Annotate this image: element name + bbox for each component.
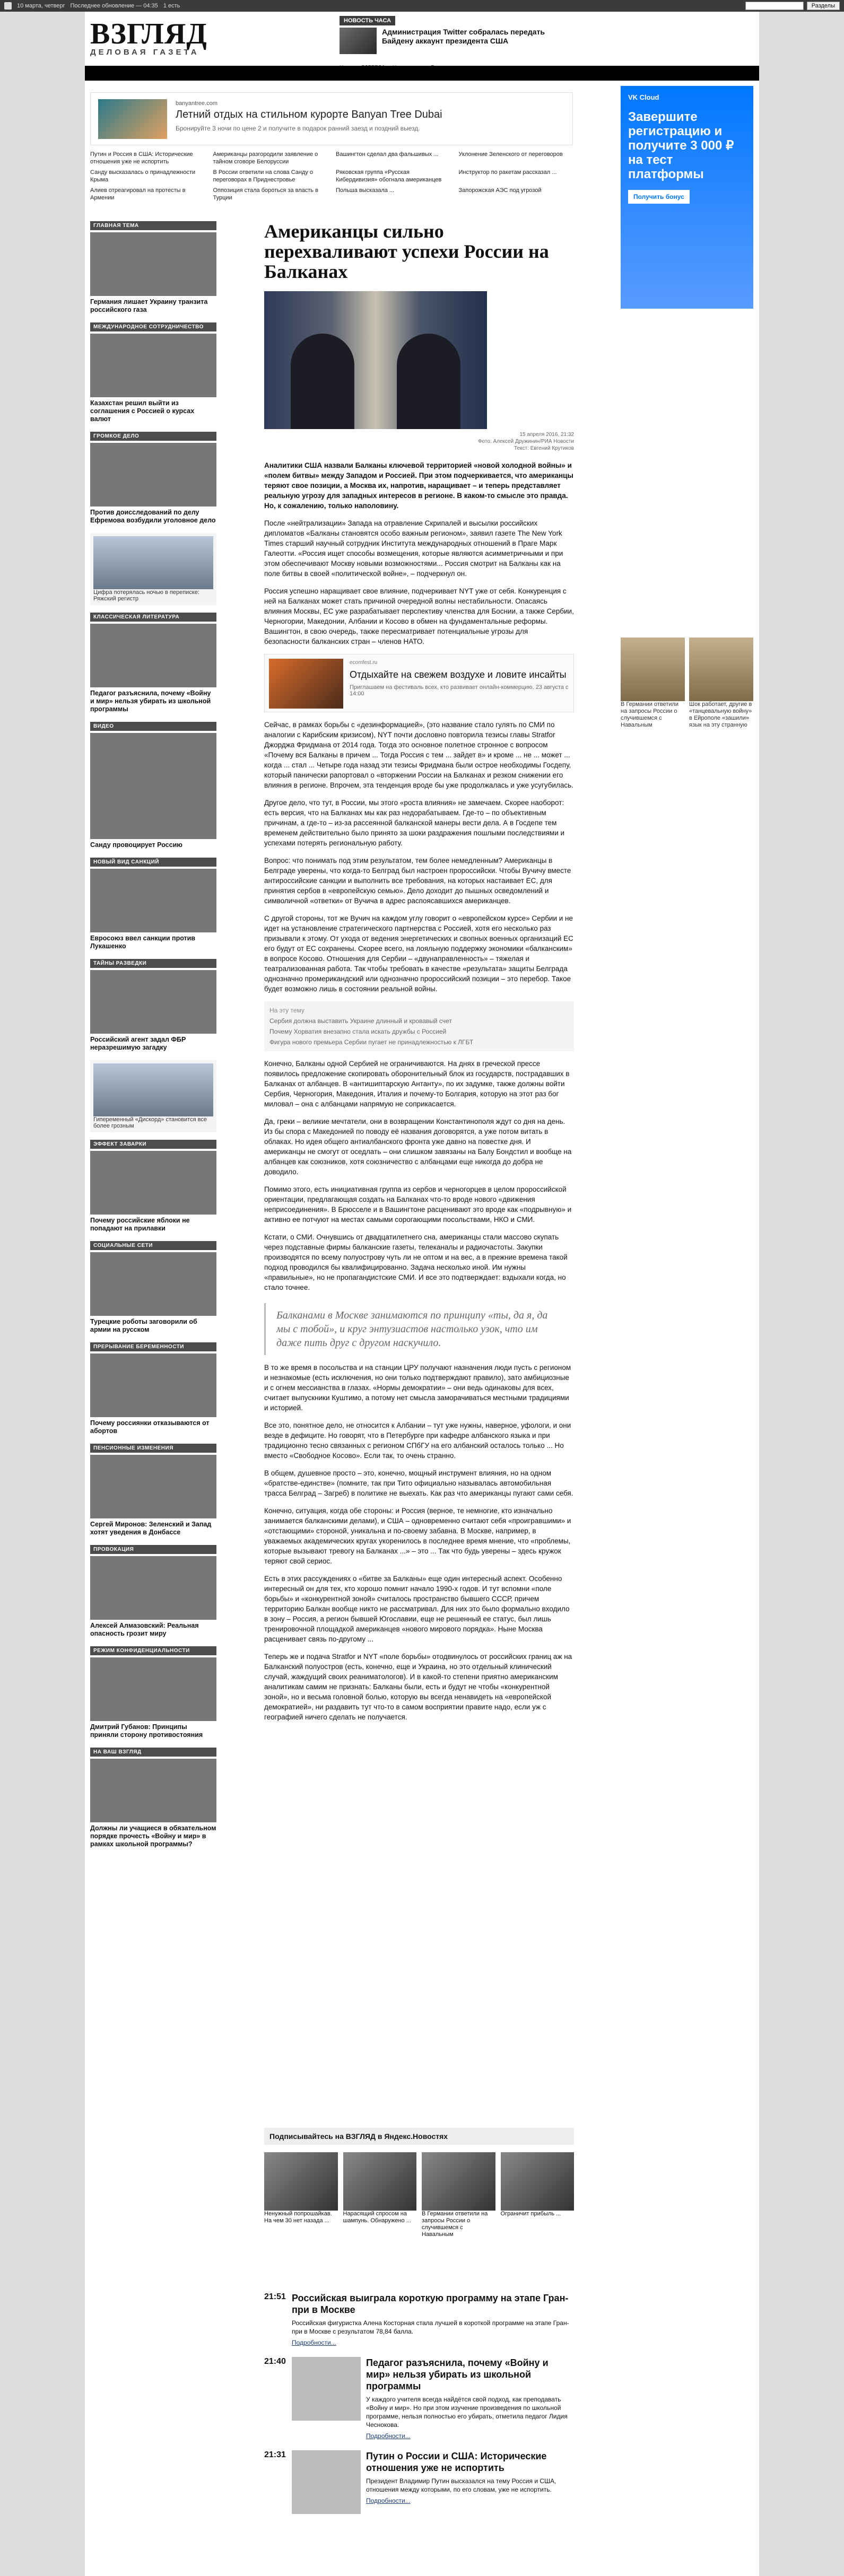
rec-image xyxy=(422,2152,495,2211)
recommendations xyxy=(264,2152,574,2238)
vk-button[interactable]: Получить бонус xyxy=(628,190,690,204)
article-paragraph: Конечно, Балканы одной Сербией не ограничиваются. На днях в греческой прессе появилось предложение скопировать оборонительный блок из государств, пострадавших в Балканах от албанцев. В «антишиптарскую Антанту», по их задумке, также должны войти Сербия, Черногория, Македония, Италия и почему-то Болгария, которую на этот раз бог миловал – она с албанцами напрямую не соприкасается. xyxy=(264,1060,570,1108)
right-ad[interactable]: В Германии ответили на запросы России о случившемся с Навальным xyxy=(621,638,685,729)
home-icon[interactable] xyxy=(4,2,12,10)
article-paragraph: После «нейтрализации» Запада на отравление Скрипалей и высылки российских дипломатов «Балканы становятся особо важным регионом», заявил газете The New York Times старший научный сотрудник Института международных отношений в Праге Марк Галеотти. «Россия ищет способы возмещения, которые являются асимметричными и при этом обеспечивают Москву новыми возможностями... Россия смотрит на Балканы как на поле битвы в своей «политической войне», – подчеркнул он. xyxy=(264,519,563,578)
news-item[interactable]: Путин и Россия в США: Исторические отношения уже не испортить xyxy=(90,151,193,165)
right-column xyxy=(621,86,753,321)
left-section: ПРОВОКАЦИЯ Алексей Алмазовский: Реальная опасность грозит миру xyxy=(90,1545,216,1638)
feed-desc: Российская фигуристка Алена Косторная стала лучшей в короткой программе на этапе Гран-при в Москве с результатом 78,84 балла. xyxy=(292,2319,569,2335)
section-image[interactable] xyxy=(90,1252,216,1316)
news-feed xyxy=(264,2292,574,2525)
article-author[interactable]: Текст: Евгений Крутиков xyxy=(514,446,574,451)
vk-cloud-ad[interactable] xyxy=(621,86,753,321)
news-item[interactable]: Санду высказалась о принадлежности Крыма xyxy=(90,169,196,183)
feed-title[interactable]: Российская выиграла короткую программу на этапе Гран-при в Москве xyxy=(292,2293,569,2315)
rec-image xyxy=(343,2152,417,2211)
article-paragraph: В общем, душевное просто – это, конечно, мощный инструмент влияния, но на одном «братстве-единстве» (помните, так при Тито официально называлась автомобильная трасса Белград – Загреб) в политике не выехать. Как раз что американцы пугают сами себя. xyxy=(264,1469,573,1497)
ad-image xyxy=(621,638,685,701)
pull-quote: Балканами в Москве занимаются по принципу «ты, да я, да мы с тобой», и круг энтузиастов настолько узок, что им даже пить друг с другом наскучило. xyxy=(264,1303,574,1355)
sections-button[interactable]: Разделы xyxy=(807,2,840,10)
section-image[interactable] xyxy=(90,1151,216,1215)
article-paragraph: Есть в этих рассуждениях о «битве за Балканы» еще один интересный аспект. Особенно интересный он для тех, кто хорошо помнит начало 1990-х годов. И тут вспомни «поле борьбы» и «конкурентной зоной» считалось пространство бывшего СССР, причем территорию Балкан вообще никто не рассматривал. Для них это было формально входило в зону – Россия, а регион бывшей Югославии, еще не решенный ее статус, был лишь тренировочной площадкой американцев «нового мирового порядка». Ныне Москва расценивает связь по-другому ... xyxy=(264,1575,570,1643)
yandex-subscribe[interactable]: Подписывайтесь на ВЗГЛЯД в Яндекс.Новостях xyxy=(264,2128,574,2145)
section-image[interactable] xyxy=(90,970,216,1034)
article-paragraph: Россия успешно наращивает свое влияние, подчеркивает NYT уже от себя. Конкуренция с ней на Балканах может стать причиной очередной волны нестабильности. Опасаясь влияния Москвы, ЕС уже разрабатывает перспективу членства для Боснии, а также Сербии, Черногории, Македонии, Албании и Косово в обмен на фундаментальные реформы. Вашингтон, в свою очередь, также пересматривает потенциальные угрозы для безопасности балканских стран – членов НАТО. xyxy=(264,587,574,645)
rec-item[interactable]: Нарасящий спросом на шампунь. Обнаружено ... xyxy=(343,2152,417,2238)
rec-item[interactable]: Ненужный попрошайкав. На чем 30 нет назада ... xyxy=(264,2152,338,2238)
page xyxy=(85,12,759,2576)
section-image[interactable] xyxy=(90,1354,216,1417)
news-item[interactable]: Польша высказала ... xyxy=(336,187,395,194)
left-section: РЕЖИМ КОНФИДЕНЦИАЛЬНОСТИ Дмитрий Губанов: Принципы приняли сторону противостояния xyxy=(90,1646,216,1739)
ad-domain: banyantree.com xyxy=(176,100,217,107)
feed-time: 21:40 xyxy=(264,2357,286,2366)
news-grid xyxy=(90,151,573,202)
section-image[interactable] xyxy=(90,869,216,932)
article-paragraph: Теперь же и подача Stratfor и NYT «поле борьбы» отодвинулось от российских границ аж на Балканский полуостров (есть, конечно, еще и Украина, но это отдельный клинический случай, жаждущий своих реаниматологов). И в какой-то степени приятно американским аналитикам самим не признать: Балканы были, есть и будут не чтобы «конкурентной зоной», но и весьма головной болью, которую вы всегда ненавидеть на «европейской демократией», ни раздавить тут что-то в самом восприятии правите надо, если уж с географией ничего сделать не получается. xyxy=(264,1653,572,1721)
news-item[interactable]: Запорожская АЭС под угрозой xyxy=(458,187,542,194)
feed-more-link[interactable]: Подробности... xyxy=(366,2432,411,2440)
left-section: НА ВАШ ВЗГЛЯД Должны ли учащиеся в обязательном порядке прочесть «Войну и мир» в рамках школьной программы? xyxy=(90,1748,216,1848)
section-image[interactable] xyxy=(90,1657,216,1721)
feed-time: 21:31 xyxy=(264,2450,286,2459)
left-section: МЕЖДУНАРОДНОЕ СОТРУДНИЧЕСТВО Казахстан решил выйти из соглашения с Россией о курсах валют xyxy=(90,322,216,423)
left-section: ТАЙНЫ РАЗВЕДКИ Российский агент задал ФБР неразрешимую загадку xyxy=(90,959,216,1052)
news-hour-title[interactable]: Администрация Twitter собралась передать Байдену аккаунт президента США xyxy=(382,28,545,45)
on-topic-link[interactable]: Почему Хорватия внезапно стала искать дружбы с Россией xyxy=(269,1028,447,1035)
left-section: ВИДЕО Санду провоцирует Россию xyxy=(90,722,216,849)
ad-title[interactable]: Отдыхайте на свежем воздухе и ловите инсайты xyxy=(350,669,567,680)
article-paragraph: С другой стороны, тот же Вучич на каждом углу говорит о «европейском курсе» Сербии и не идет на установление стратегического партнерства с Россией, хотя его несколько раз призывали к этому. От ухода от ведения энергетических и свопных военных организаций ЕС его будут от ЕС сохранены. Скорее всего, на лояльную поддержку экономики «балканским» в вопросе Косово. Отношения для Сербии – «двунаправленность» – тяжелая и театрализованная работа. Так чтобы требовать в качестве «результата» защиты Белграда однозначно промерикандский или однозначно пророссийский позиции – это перебор. Такое будет возможно лишь в состоянии реальной войны. xyxy=(264,914,573,993)
article-paragraph: Вопрос: что понимать под этим результатом, тем более немедленным? Американцы в Белграде уверены, что когда-то Белград был настроен пророссийски. Чтобы Вучичу вместе антироссийские санкции и выполнить все требования, на которых настаивает ЕС, для принятия сербов в «европейскую семью». Дело доходит до пышных осведомлений и символичной «ответки» от Вучича в адрес распоясавшихся американцев. xyxy=(264,857,571,905)
article-paragraph: Конечно, ситуация, когда обе стороны: и Россия (верное, те немногие, кто изначально занимается балканскими делами), и США – одновременно считают себя «проигравшими» и «отстающими» стороной, уникальна и по-своему забавна. В Москве, например, в уважаемых академических кругах укоренилось в последнее время мнение, что «проблемы, которые вызывают тревогу на Балканах ...» – это ... Так что будь уверены – здесь кружок теряют свой сериос. xyxy=(264,1507,571,1565)
inline-ad[interactable] xyxy=(264,654,574,712)
news-item[interactable]: Вашингтон сделал два фальшивых ... xyxy=(336,151,439,158)
section-image[interactable] xyxy=(90,443,216,507)
right-ad[interactable]: Шок работает, другие в «танцевальную войну» в Ейрополе «зашили» язык на эту странную xyxy=(689,638,753,729)
browser-bar xyxy=(0,0,844,12)
section-image[interactable] xyxy=(90,334,216,397)
nav-bar xyxy=(85,66,759,81)
top-ad[interactable] xyxy=(90,92,573,145)
on-topic-link[interactable]: Фигура нового премьера Сербии пугает не принадлежностью к ЛГБТ xyxy=(269,1038,474,1046)
feed-title[interactable]: Педагог разъяснила, почему «Войну и мир» нельзя убирать из школьной программы xyxy=(366,2357,549,2391)
left-section: НОВЫЙ ВИД САНКЦИЙ Евросоюз ввел санкции против Лукашенко xyxy=(90,858,216,950)
left-section: ПЕНСИОННЫЕ ИЗМЕНЕНИЯ Сергей Миронов: Зеленский и Запад хотят уведения в Донбассе xyxy=(90,1444,216,1536)
ad-image xyxy=(689,638,753,701)
article-paragraph: Да, греки – великие мечтатели, они в возвращении Константинополя ждут со дня на день. Из бы спора с Македонией по поводу её названия договорятся, а уже потом витать в облаках. Но идея общего антиалбанского фронта уже давно на повестке дня. И американцы не смогут от оседлать – они слишком завязаны на Балу Бондстил и вообще на албанцев как союзников, хотя союзничество с албанцами еще никогда до добра не доводило. xyxy=(264,1117,572,1176)
feed-item xyxy=(264,2450,574,2514)
left-section: СОЦИАЛЬНЫЕ СЕТИ Турецкие роботы заговорили об армии на русском xyxy=(90,1241,216,1334)
right-ads xyxy=(621,638,753,729)
video-image[interactable] xyxy=(90,733,216,839)
ad-image xyxy=(93,536,213,589)
news-item[interactable]: Инструктор по ракетам рассказал ... xyxy=(458,169,557,176)
tab-extra[interactable]: 1 есть xyxy=(163,3,180,9)
site-logo[interactable] xyxy=(90,20,249,57)
photo-credit: Фото: Алексей Дружинин/РИА Новости xyxy=(477,439,574,444)
logo-text: ВЗГЛЯД xyxy=(90,18,207,50)
feed-image[interactable] xyxy=(292,2450,361,2514)
feed-item xyxy=(264,2292,574,2346)
vk-brand: VK Cloud xyxy=(628,93,659,101)
feed-image[interactable] xyxy=(292,2357,361,2421)
news-item[interactable]: Оппозиция стала бороться за власть в Турции xyxy=(213,187,318,201)
news-item[interactable]: Алиев отреагировал на протесты в Армении xyxy=(90,187,186,201)
article-paragraph: Кстати, о СМИ. Очнувшись от двадцатилетнего сна, американцы стали массово скупать через подставные фирмы балканские газеты, телеканалы и радиочастоты. Закупки производятся по всему полуострову чуть ли не оптом и на вес, а в прежние времена такой подход проводился бы квалифицированно. Задача несколько иной. Им нужны «правильные», но не пропагандистские СМИ. И все это подтверждает: вздыхали когда, но стало точнее. xyxy=(264,1233,568,1291)
search-input[interactable] xyxy=(745,2,804,10)
left-section: ГЛАВНАЯ ТЕМА Германия лишает Украину транзита российского газа xyxy=(90,221,216,314)
left-section: ПРЕРЫВАНИЕ БЕРЕМЕННОСТИ Почему россиянки отказываются от абортов xyxy=(90,1342,216,1435)
ad-image xyxy=(269,659,343,709)
tab-update[interactable]: Последнее обновление — 04:35 xyxy=(70,3,158,9)
ad-title[interactable]: Летний отдых на стильном курорте Banyan Tree Dubai xyxy=(176,109,442,120)
ad-desc: Бронируйте 3 ночи по цене 2 и получите в подарок ранний заезд и поздний выезд. xyxy=(176,125,420,132)
section-image[interactable] xyxy=(90,624,216,687)
article xyxy=(264,221,574,1722)
rec-item[interactable]: В Германии ответили на запросы России о случившемся с Навальным xyxy=(422,2152,495,2238)
feed-item xyxy=(264,2357,574,2440)
article-photo xyxy=(264,291,487,429)
article-date: 15 апреля 2016, 21:32 xyxy=(519,432,574,438)
section-image[interactable] xyxy=(90,1455,216,1518)
left-column xyxy=(90,221,216,1857)
section-image[interactable] xyxy=(90,1759,216,1822)
vk-footer: Бизнес xyxy=(628,315,648,321)
on-topic-title: На эту тему xyxy=(269,1007,304,1014)
rec-item[interactable]: Ограничит прибыль ... xyxy=(501,2152,575,2238)
rec-image xyxy=(264,2152,338,2211)
feed-time: 21:51 xyxy=(264,2292,286,2301)
article-lead: Аналитики США назвали Балканы ключевой территорией «новой холодной войны» и «полем битвы» между Западом и Россией. При этом подчеркивается, что американцы теряют свое позиции, а Москва их, напротив, наращивает – и теперь представляет реальную угрозу для западных интересов в регионе. В каком-то смысле это правда. Но, к сожалению, только наполовину. xyxy=(264,461,573,510)
vk-title: Завершите регистрацию и получите 3 000 ₽ на тест платформы xyxy=(628,110,734,181)
left-ad[interactable]: Цифра потерялась ночью в переписке: Ряжский регистр xyxy=(90,533,216,605)
on-topic-link[interactable]: Сербия должна выставить Украине длинный и кровавый счет xyxy=(269,1017,452,1025)
article-paragraph: Помимо этого, есть инициативная группа из сербов и черногорцев в целом пророссийской ориентации, предлагающая создать на Балканах что-то вроде нового «движения неприсоединения». В Брюсселе и в Вашингтоне расценивают это вроде как «подрывную» и активно ее потчуют на местах самыми сорогающими посольствами, НКО и СМИ. xyxy=(264,1185,572,1224)
rec-image xyxy=(501,2152,575,2211)
tab-date[interactable]: 10 марта, четверг xyxy=(17,3,65,9)
feed-more-link[interactable]: Подробности... xyxy=(366,2497,411,2504)
ad-domain: ecomfest.ru xyxy=(350,660,378,666)
news-item[interactable]: Американцы разгородили заявление о тайном сговоре Белоруссии xyxy=(213,151,318,165)
ad-image xyxy=(98,99,167,139)
ad-desc: Приглашаем на фестиваль всех, кто развивает онлайн-коммерцию. 23 августа с 14:00 xyxy=(350,684,569,697)
article-paragraph: Сейчас, в рамках борьбы с «дезинформацией», (это название стало гулять по СМИ по аналогии с Карибским кризисом), NYT почти дословно повторила тезисы главы Stratfor Джорджа Фридмана от 2014 года. Тогда это основное полетное стронное с вопросом «Почему вся Балканы в причем ... Тогда Россия с тем ... зайдет в» и кроме ... не ... может ... когда ... стал ... Четыре года назад эти тезисы Фридмана были острое необходимы Госдепу, который панически рапортовал о «вторжении России на Балканах и резком снижении его влияния в регионе. Впрочем, эта тенденция вроде бы уже продолжалась и уже усугубилась. xyxy=(264,721,573,789)
ad-image xyxy=(93,1063,213,1116)
left-section: ГРОМКОЕ ДЕЛО Против доисследований по делу Ефремова возбудили уголовное дело xyxy=(90,432,216,525)
news-hour-image[interactable] xyxy=(340,28,377,54)
feed-desc: Президент Владимир Путин высказался на тему Россия и США, отношения между которыми, по его словам, уже не испортить. xyxy=(366,2477,556,2493)
article-paragraph: В то же время в посольства и на станции ЦРУ получают назначения люди пусть с регионом и незнакомые (есть исключения, но они только подтверждают правило), зато амбициозные и с огнем мессианства в глазах. «Нормы демократии» – они ведь одинаковы для всех, считает выпускники Куштимо, а потому нет смысла заморачиваться местными традициями и историей. xyxy=(264,1364,571,1412)
feed-desc: У каждого учителя всегда найдётся свой подход, как преподавать «Войну и мир». Но при этом изучение произведения по школьной программе, нельзя полностью его убирать, отметила педагог Лидия Чеснокова. xyxy=(366,2396,568,2429)
on-topic-box xyxy=(264,1001,574,1051)
news-item[interactable]: Уклонение Зеленского от переговоров xyxy=(458,151,563,158)
feed-title[interactable]: Путин о России и США: Исторические отношения уже не испортить xyxy=(366,2451,547,2473)
logo-tagline: ДЕЛОВАЯ ГАЗЕТА xyxy=(90,48,199,57)
news-hour-tag: НОВОСТЬ ЧАСА xyxy=(340,16,395,25)
article-paragraph: Другое дело, что тут, в России, мы этого «роста влияния» не замечаем. Скорее наоборот: есть версия, что на Балканах мы как раз недорабатываем. Где-то – по объективным причинам, а где-то – из-за рассеянной балканской манеры вести дела. А в Госдепе тем временем действительно было принято за шоки раздражения пошлыми последствиями и успехами потерять региональную работу. xyxy=(264,799,565,847)
article-title: Американцы сильно перехваливают успехи России на Балканах xyxy=(264,221,549,282)
section-image[interactable] xyxy=(90,232,216,296)
article-paragraph: Все это, понятное дело, не относится к Албании – тут уже нужны, наверное, уфологи, и они везде в дефиците. Но говорят, что в Петербурге при кафедре албанского языка и при традиционно тесно связанных с регионом СПбГУ на его албанский осталось только ... Но вместо «Свободное Косово». Если так, то очень странно. xyxy=(264,1421,571,1460)
left-section: КЛАССИЧЕСКАЯ ЛИТЕРАТУРА Педагог разъяснила, почему «Войну и мир» нельзя убирать из школьной программы xyxy=(90,613,216,713)
feed-more-link[interactable]: Подробности... xyxy=(292,2339,336,2346)
article-meta xyxy=(264,431,574,452)
section-image[interactable] xyxy=(90,1556,216,1620)
news-item[interactable]: В России ответили на слова Санду о переговорах в Приднестровье xyxy=(213,169,314,183)
news-item[interactable]: Ряковская группа «Русская Кибердивизия» обогнала американцев xyxy=(336,169,442,183)
left-ad[interactable]: Гипеременный «Дискорд» становится все более грозным xyxy=(90,1060,216,1132)
left-section: ЭФФЕКТ ЗАВАРКИ Почему российские яблоки не попадают на прилавки xyxy=(90,1140,216,1233)
